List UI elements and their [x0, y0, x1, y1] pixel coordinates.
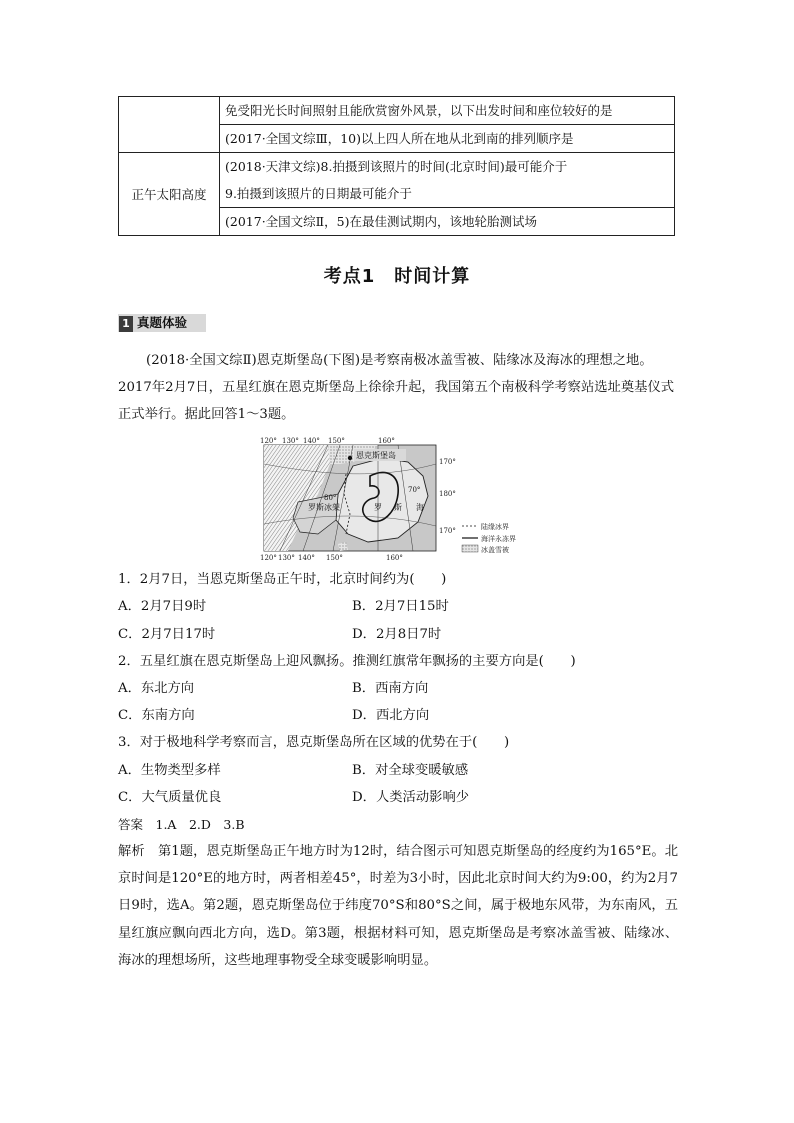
map-label-luo: 罗	[374, 503, 382, 512]
legend-ice-edge: 陆缘冰界	[481, 523, 509, 531]
map-label-70: 70°	[408, 486, 421, 494]
table-row	[119, 153, 675, 181]
table-cell-question: (2017·全国文综Ⅲ，10)以上四人所在地从北到南的排列顺序是	[220, 125, 675, 153]
map-right-lat-1: 170°	[439, 458, 456, 466]
question-3-option-b: B．对全球变暖敏感	[352, 763, 469, 778]
map-label-si: 斯	[394, 503, 402, 512]
question-1-option-d: D．2月8日7时	[352, 627, 442, 642]
map-bottom-lon-3: 140°	[298, 554, 315, 562]
answer-line: 答案 1.A 2.D 3.B	[118, 817, 245, 832]
map-right-lat-3: 170°	[439, 527, 456, 535]
map-bottom-lon-4: 150°	[326, 554, 343, 562]
legend-ice-cap: 冰盖雪被	[481, 546, 509, 554]
question-2-option-a: A．东北方向	[118, 681, 195, 696]
table-cell-question: (2018·天津文综)8.拍摄到该照片的时间(北京时间)最可能介于	[220, 153, 675, 181]
map-label-ross-ice-shelf: 罗斯冰架	[308, 503, 340, 512]
question-2-option-c: C．东南方向	[118, 708, 195, 723]
map-right-lat-2: 180°	[439, 490, 456, 498]
question-3-stem: 3．对于极地科学考察而言，恩克斯堡岛所在区域的优势在于( )	[118, 735, 510, 750]
map-bottom-lon-5: 160°	[386, 554, 403, 562]
table-row	[119, 97, 675, 125]
map-bottom-lon-1: 120°	[260, 554, 277, 562]
map-top-lon-4: 150°	[328, 437, 345, 445]
map-label-80: 80°	[324, 494, 337, 502]
intro-text: (2018·全国文综Ⅱ)恩克斯堡岛(下图)是考察南极冰盖雪被、陆缘冰及海冰的理想之地。2017年2月7日，五星红旗在恩克斯堡岛上徐徐升起，我国第五个南极科学考察站选址奠基仪式正式举行。据此回答1～3题。	[118, 353, 675, 422]
map-top-lon-2: 130°	[282, 437, 299, 445]
question-3-option-a: A．生物类型多样	[118, 763, 221, 778]
question-3-option-c: C．大气质量优良	[118, 790, 222, 805]
ross-sea-map	[258, 434, 558, 562]
analysis-paragraph: 解析 第1题，恩克斯堡岛正午地方时为12时，结合图示可知恩克斯堡岛的经度约为165°E。北京时间是120°E的地方时，两者相差45°，时差为3小时，因此北京时间大约为9:00，约为2月7日9时，选A。第2题，恩克斯堡岛位于纬度70°S和80°S之间，属于极地东风带，为东南风，五星红旗应飘向西北方向，选D。第3题，根据材料可知，恩克斯堡岛是考察冰盖雪被、陆缘冰、海冰的理想场所，这些地理事物受全球变暖影响明显。	[118, 844, 678, 968]
legend-dotted-box	[462, 545, 478, 552]
section-tag	[118, 314, 206, 332]
table-cell-question: 9.拍摄到该照片的日期最可能介于	[220, 180, 675, 208]
question-1-option-a: A．2月7日9时	[118, 599, 207, 614]
table-cell-question: 免受阳光长时间照射且能欣赏窗外风景，以下出发时间和座位较好的是	[220, 97, 675, 125]
map-top-lon-1: 120°	[260, 437, 277, 445]
enksburg-island-marker	[348, 456, 352, 460]
section-title: 考点1 时间计算	[323, 266, 471, 287]
reference-table	[118, 96, 675, 236]
legend-sea-ice: 海洋永冻界	[481, 535, 516, 543]
table-cell-category: 正午太阳高度	[119, 153, 220, 236]
question-2-option-d: D．西北方向	[352, 708, 430, 723]
map-label-enksburg: 恩克斯堡岛	[356, 451, 396, 460]
question-2-stem: 2．五星红旗在恩克斯堡岛上迎风飘扬。推测红旗常年飘扬的主要方向是( )	[118, 654, 576, 669]
question-1-option-c: C．2月7日17时	[118, 627, 216, 642]
map-top-lon-5: 160°	[378, 437, 395, 445]
tag-number: 1	[119, 316, 133, 332]
tag-label: 真题体验	[137, 315, 188, 330]
intro-paragraph	[118, 347, 678, 428]
question-1-stem: 1．2月7日，当恩克斯堡岛正午时，北京时间约为( )	[118, 572, 447, 587]
table-cell-category	[119, 97, 220, 153]
map-top-lon-3: 140°	[303, 437, 320, 445]
map-bottom-lon-2: 130°	[278, 554, 295, 562]
question-1-option-b: B．2月7日15时	[352, 599, 449, 614]
question-3-option-d: D．人类活动影响少	[352, 790, 470, 805]
map-label-hai: 海	[416, 503, 424, 512]
table-cell-question: (2017·全国文综Ⅱ，5)在最佳测试期内，该地轮胎测试场	[220, 208, 675, 236]
question-2-option-b: B．西南方向	[352, 681, 429, 696]
